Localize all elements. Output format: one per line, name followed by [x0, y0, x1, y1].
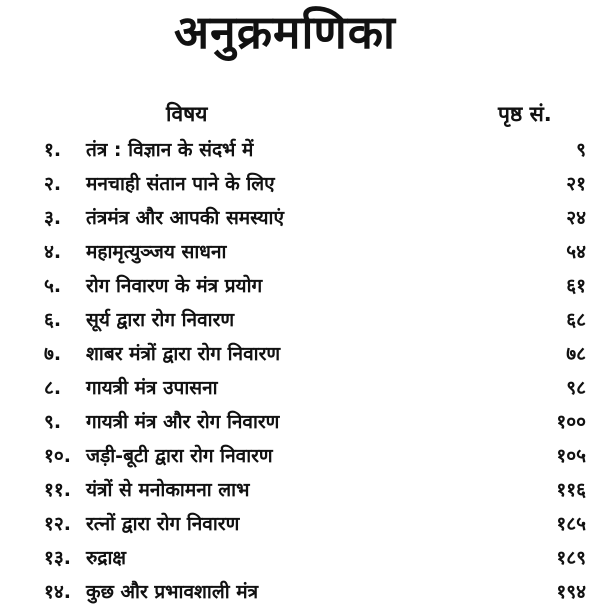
entry-number: १०. — [44, 445, 71, 467]
toc-entry — [0, 473, 600, 507]
entry-page-number: ६१ — [566, 275, 586, 297]
page-column-header: पृष्ठ सं. — [498, 102, 552, 126]
toc-entry — [0, 541, 600, 575]
toc-entry — [0, 575, 600, 609]
toc-entry — [0, 439, 600, 473]
entry-title: रोग निवारण के मंत्र प्रयोग — [86, 275, 263, 297]
entry-page-number: ७८ — [566, 343, 586, 365]
entry-title: कुछ और प्रभावशाली मंत्र — [86, 581, 259, 603]
entry-number: ५. — [44, 275, 62, 297]
entry-page-number: ६८ — [566, 309, 586, 331]
entry-page-number: १८५ — [556, 513, 586, 535]
toc-entry — [0, 201, 600, 235]
entry-title: रुद्राक्ष — [86, 547, 126, 569]
entry-number: २. — [44, 173, 62, 195]
entry-title: महामृत्युञ्जय साधना — [86, 241, 227, 263]
entry-title: सूर्य द्वारा रोग निवारण — [86, 309, 235, 331]
entry-title: रत्नों द्वारा रोग निवारण — [86, 513, 240, 535]
page-title: अनुक्रमणिका — [174, 5, 396, 59]
entry-number: ६. — [44, 309, 62, 331]
toc-header — [0, 100, 600, 130]
toc-entry — [0, 371, 600, 405]
entry-page-number: ९ — [576, 139, 586, 161]
entry-page-number: ५४ — [566, 241, 586, 263]
entry-title: शाबर मंत्रों द्वारा रोग निवारण — [86, 343, 281, 365]
entry-title: तंत्र : विज्ञान के संदर्भ में — [86, 139, 254, 161]
entry-number: ७. — [44, 343, 62, 365]
entry-title: मनचाही संतान पाने के लिए — [86, 173, 275, 195]
entry-page-number: ११६ — [556, 479, 586, 501]
toc-entry — [0, 337, 600, 371]
subject-column-header: विषय — [166, 102, 208, 126]
entry-page-number: ९८ — [566, 377, 586, 399]
entry-page-number: २४ — [566, 207, 586, 229]
entry-number: ३. — [44, 207, 62, 229]
toc-entry — [0, 235, 600, 269]
entry-page-number: १८९ — [556, 547, 586, 569]
entry-number: ११. — [44, 479, 71, 501]
entry-number: ९. — [44, 411, 62, 433]
toc-list — [0, 133, 600, 609]
entry-title: जड़ी-बूटी द्वारा रोग निवारण — [86, 445, 273, 467]
entry-title: गायत्री मंत्र और रोग निवारण — [86, 411, 280, 433]
toc-entry — [0, 269, 600, 303]
toc-entry — [0, 507, 600, 541]
entry-number: ४. — [44, 241, 62, 263]
entry-number: १४. — [44, 581, 71, 603]
entry-page-number: १०० — [556, 411, 586, 433]
entry-number: ८. — [44, 377, 62, 399]
toc-entry — [0, 133, 600, 167]
toc-entry — [0, 303, 600, 337]
toc-entry — [0, 405, 600, 439]
entry-title: गायत्री मंत्र उपासना — [86, 377, 218, 399]
entry-title: यंत्रों से मनोकामना लाभ — [86, 479, 250, 501]
entry-page-number: २१ — [566, 173, 586, 195]
entry-number: १३. — [44, 547, 71, 569]
toc-entry — [0, 167, 600, 201]
entry-number: १. — [44, 139, 62, 161]
entry-page-number: १०५ — [556, 445, 586, 467]
entry-number: १२. — [44, 513, 71, 535]
entry-title: तंत्रमंत्र और आपकी समस्याएं — [86, 207, 284, 229]
entry-page-number: १९४ — [556, 581, 586, 603]
